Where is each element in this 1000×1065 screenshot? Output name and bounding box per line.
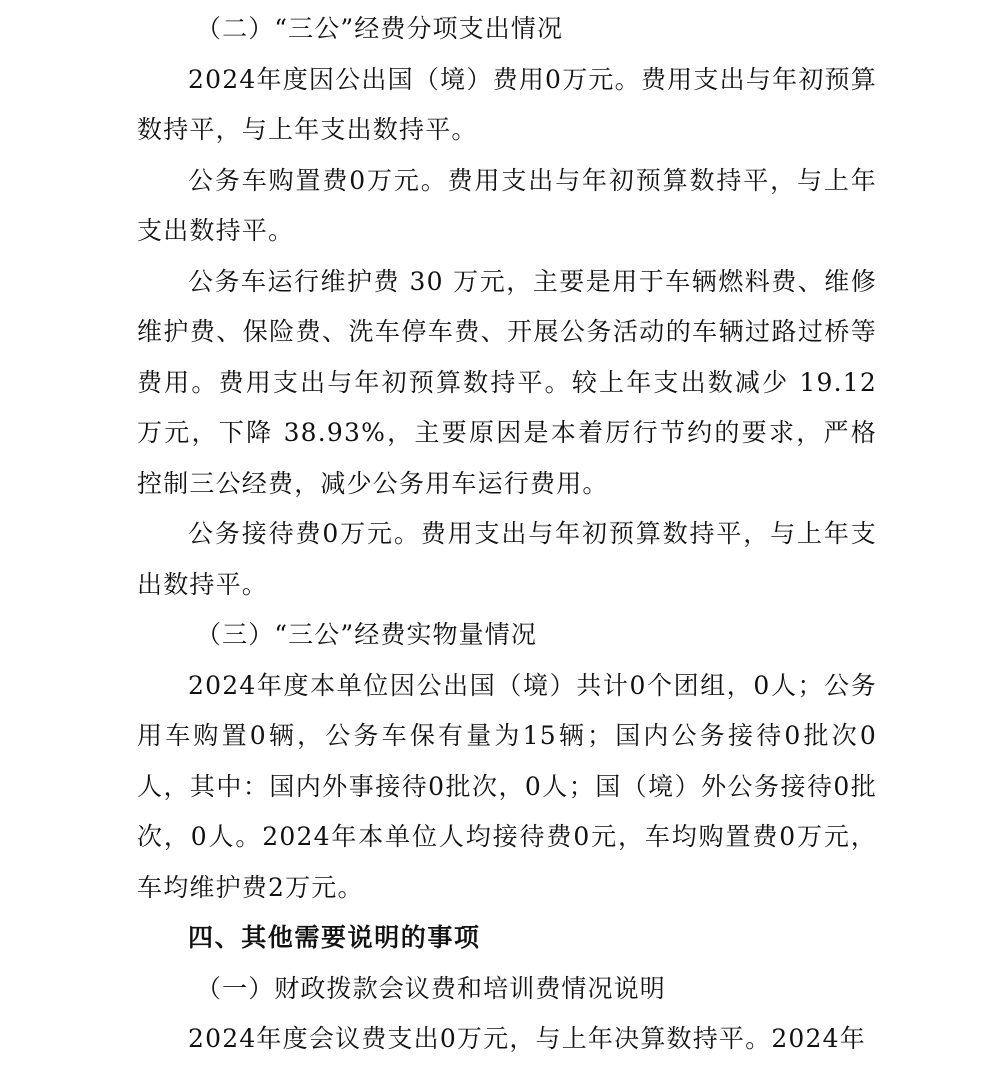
section-heading-sanggong-breakdown: （二）“三公”经费分项支出情况 (196, 14, 564, 43)
paragraph-vehicle-purchase: 公务车购置费0万元。费用支出与年初预算数持平，与上年支出数持平。 (137, 165, 877, 245)
paragraph-reception-expense: 公务接待费0万元。费用支出与年初预算数持平，与上年支出数持平。 (137, 519, 877, 599)
chapter-heading-other-matters: 四、其他需要说明的事项 (188, 923, 481, 952)
paragraph-overseas-travel: 2024年度因公出国（境）费用0万元。费用支出与年初预算数持平，与上年支出数持平。 (137, 64, 877, 144)
paragraph-meeting-expense: 2024年度会议费支出0万元，与上年决算数持平。2024年 (188, 1024, 866, 1053)
paragraph-physical-quantity: 2024年度本单位因公出国（境）共计0个团组，0人；公务用车购置0辆，公务车保有量为15辆；国内公务接待0批次0人，其中：国内外事接待0批次，0人；国（境）外公务接待0批次，0人。2024年本单位人均接待费0元，车均购置费0万元，车均维护费2万元。 (137, 670, 877, 902)
document-body (137, 4, 877, 1065)
section-heading-physical-quantity: （三）“三公”经费实物量情况 (196, 620, 537, 649)
section-heading-meeting-training: （一）财政拨款会议费和培训费情况说明 (196, 973, 666, 1003)
paragraph-vehicle-maintenance: 公务车运行维护费 30 万元，主要是用于车辆燃料费、维修维护费、保险费、洗车停车费、开展公务活动的车辆过路过桥等费用。费用支出与年初预算数持平。较上年支出数减少 19.12 万元，下降 38.93%，主要原因是本着厉行节约的要求，严格控制三公经费，减少公务用车运行费用。 (137, 266, 877, 498)
